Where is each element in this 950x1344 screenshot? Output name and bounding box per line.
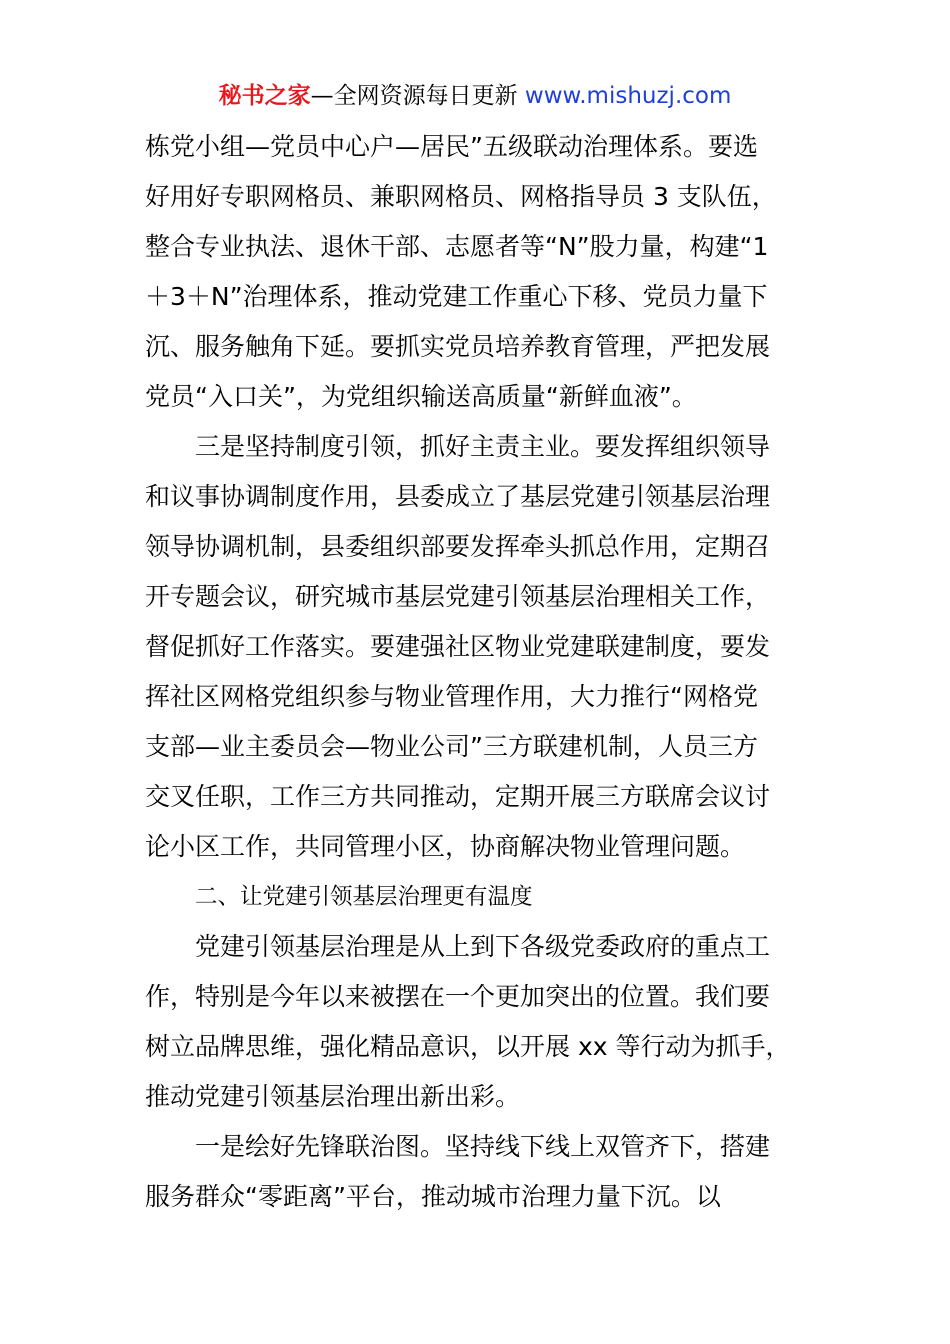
text-line: 领导协调机制，县委组织部要发挥牵头抓总作用，定期召 xyxy=(145,532,771,561)
text-line: 开专题会议，研究城市基层党建引领基层治理相关工作， xyxy=(145,582,771,611)
text-line: 支部—业主委员会—物业公司”三方联建机制，人员三方 xyxy=(145,732,758,761)
text-line: ＋3＋N”治理体系，推动党建工作重心下移、党员力量下 xyxy=(145,282,768,311)
header-tagline: —全网资源每日更新 xyxy=(310,83,518,109)
text-line: 论小区工作，共同管理小区，协商解决物业管理问题。 xyxy=(145,832,746,861)
text-line: 交叉任职，工作三方共同推动，定期开展三方联席会议讨 xyxy=(145,782,771,811)
text-line: 挥社区网格党组织参与物业管理作用，大力推行“网格党 xyxy=(145,682,758,711)
text-line: 栋党小组—党员中心户—居民”五级联动治理体系。要选 xyxy=(145,132,758,161)
document-body xyxy=(145,122,810,1222)
text-line: 好用好专职网格员、兼职网格员、网格指导员 3 支队伍， xyxy=(145,182,777,211)
paragraph-start-line: 党建引领基层治理是从上到下各级党委政府的重点工 xyxy=(195,932,771,961)
text-line: 树立品牌思维，强化精品意识，以开展 xx 等行动为抓手， xyxy=(145,1032,791,1061)
paragraph-start-line: 三是坚持制度引领，抓好主责主业。要发挥组织领导 xyxy=(195,432,771,461)
text-line: 沉、服务触角下延。要抓实党员培养教育管理，严把发展 xyxy=(145,332,771,361)
site-url-link[interactable]: www.mishuzj.com xyxy=(524,83,732,109)
text-line: 党员“入口关”，为党组织输送高质量“新鲜血液”。 xyxy=(145,382,697,411)
text-line: 服务群众“零距离”平台，推动城市治理力量下沉。以 xyxy=(145,1182,721,1211)
text-line: 作，特别是今年以来被摆在一个更加突出的位置。我们要 xyxy=(145,982,771,1011)
text-line: 和议事协调制度作用，县委成立了基层党建引领基层治理 xyxy=(145,482,771,511)
text-line: 推动党建引领基层治理出新出彩。 xyxy=(145,1082,521,1111)
brand-name: 秘书之家 xyxy=(218,83,311,109)
section-heading: 二、让党建引领基层治理更有温度 xyxy=(195,884,533,910)
paragraph-start-line: 一是绘好先锋联治图。坚持线下线上双管齐下，搭建 xyxy=(195,1132,771,1161)
site-header xyxy=(0,80,950,112)
text-line: 整合专业执法、退休干部、志愿者等“N”股力量，构建“1 xyxy=(145,232,769,261)
text-line: 督促抓好工作落实。要建强社区物业党建联建制度，要发 xyxy=(145,632,771,661)
